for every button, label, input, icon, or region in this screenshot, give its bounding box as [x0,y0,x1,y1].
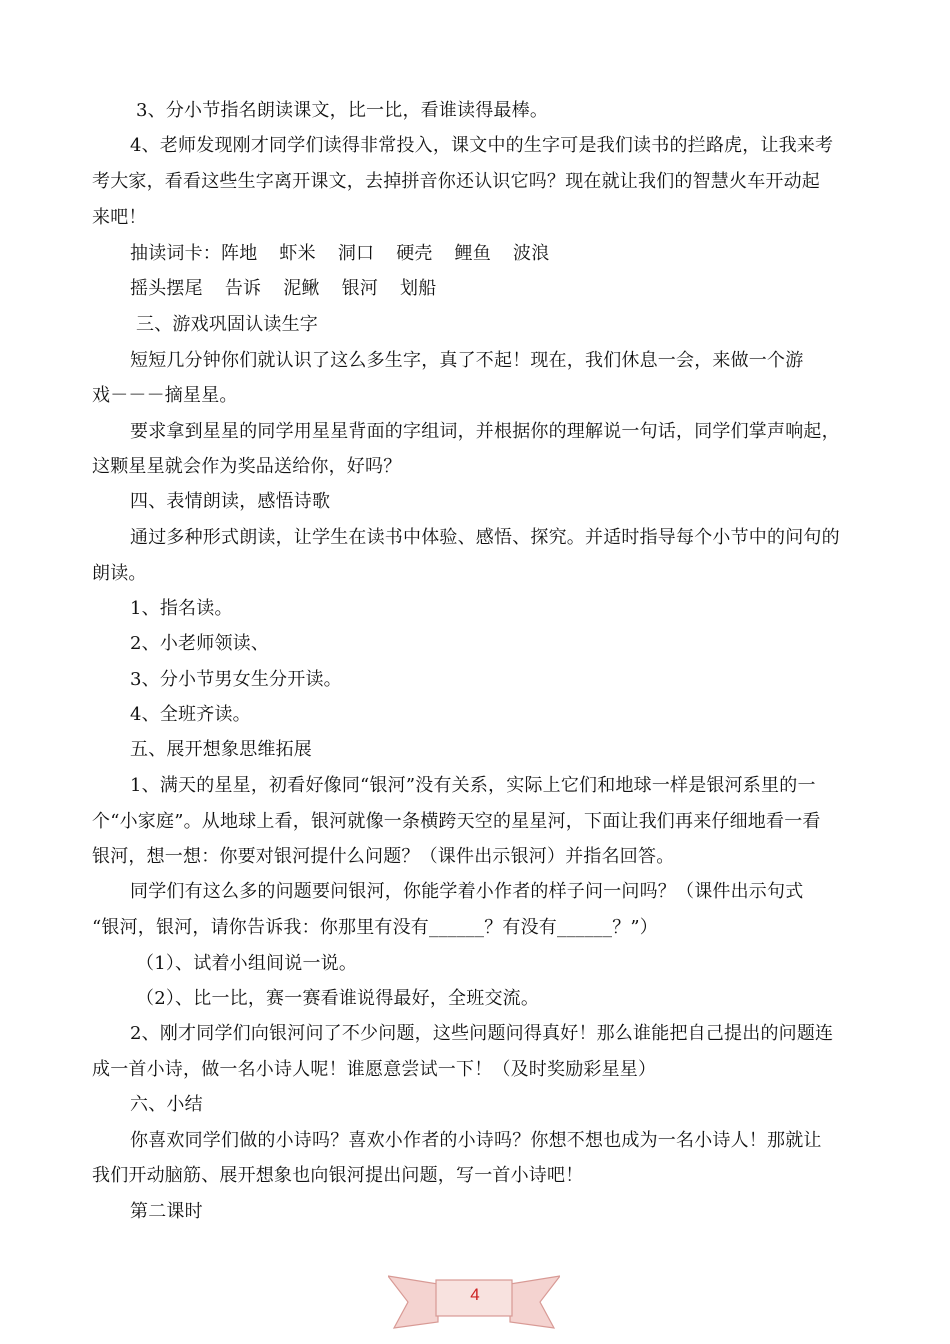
vocab-word: 虾米 [279,243,316,264]
vocab-word: 波浪 [513,243,550,264]
vocab-word: 鲤鱼 [454,243,492,264]
list-item: 2、小老师领读、 [130,633,270,654]
vocab-row-1 [130,242,862,266]
page-number: 4 [470,1285,480,1304]
paragraph-line: 银河，想一想：你要对银河提什么问题？（课件出示银河）并指名回答。 [92,846,675,867]
vocab-word: 告诉 [224,278,262,299]
paragraph-line: 3、分小节指名朗读课文，比一比，看谁读得最棒。 [136,100,549,121]
paragraph-line: 朗读。 [92,563,147,584]
list-item: 4、全班齐读。 [130,704,251,725]
vocab-word: 阵地 [221,243,258,264]
paragraph-line: 这颗星星就会作为奖品送给你，好吗？ [92,456,402,477]
list-item: 1、指名读。 [130,598,233,619]
vocab-word: 泥鳅 [283,278,320,299]
ribbon-right-tail [510,1276,560,1328]
list-item: （1）、试着小组间说一说。 [136,953,358,974]
paragraph-line: 要求拿到星星的同学用星星背面的字组词，并根据你的理解说一句话，同学们掌声响起， [130,421,840,442]
paragraph-line: 通过多种形式朗读，让学生在读书中体验、感悟、探究。并适时指导每个小节中的问句的 [130,527,840,548]
vocab-word: 洞口 [337,243,375,264]
paragraph-line: 同学们有这么多的问题要问银河，你能学着小作者的样子问一问吗？（课件出示句式 [130,881,804,902]
paragraph-line: 来吧！ [92,207,147,228]
vocab-word: 硬壳 [396,243,433,264]
paragraph-line: 我们开动脑筋、展开想象也向银河提出问题，写一首小诗吧！ [92,1165,584,1186]
vocab-word: 摇头摆尾 [130,278,203,299]
vocab-row-2 [130,277,862,301]
section-heading: 三、游戏巩固认读生字 [136,314,318,335]
list-item: 3、分小节男女生分开读。 [130,669,342,690]
paragraph-line: 戏－－－摘星星。 [92,385,238,406]
paragraph-line: “银河，银河，请你告诉我：你那里有没有______？有没有______？”） [92,917,659,938]
vocab-word: 划船 [400,278,437,299]
paragraph-line: 你喜欢同学们做的小诗吗？喜欢小作者的小诗吗？你想不想也成为一名小诗人！那就让 [130,1130,822,1151]
section-heading: 四、表情朗读，感悟诗歌 [130,491,331,512]
vocab-label: 抽读词卡： [130,243,221,264]
section-heading: 六、小结 [130,1094,203,1115]
paragraph-line: 个“小家庭”。从地球上看，银河就像一条横跨天空的星星河，下面让我们再来仔细地看一看 [92,811,821,832]
paragraph-line: 1、满天的星星，初看好像同“银河”没有关系，实际上它们和地球一样是银河系里的一 [130,775,816,796]
section-heading: 第二课时 [130,1201,203,1222]
paragraph-line: 短短几分钟你们就认识了这么多生字，真了不起！现在，我们休息一会，来做一个游 [130,350,804,371]
ribbon-left-tail [388,1276,438,1328]
paragraph-line: 考大家，看看这些生字离开课文，去掉拼音你还认识它吗？现在就让我们的智慧火车开动起 [92,171,820,192]
paragraph-line: 2、刚才同学们向银河问了不少问题，这些问题问得真好！那么谁能把自己提出的问题连 [130,1023,834,1044]
paragraph-line: 成一首小诗，做一名小诗人呢！谁愿意尝试一下！（及时奖励彩星星） [92,1059,657,1080]
paragraph-line: 4、老师发现刚才同学们读得非常投入，课文中的生字可是我们读书的拦路虎，让我来考 [130,135,834,156]
list-item: （2）、比一比，赛一赛看谁说得最好，全班交流。 [136,988,540,1009]
vocab-word: 银河 [341,278,379,299]
section-heading: 五、展开想象思维拓展 [130,739,312,760]
